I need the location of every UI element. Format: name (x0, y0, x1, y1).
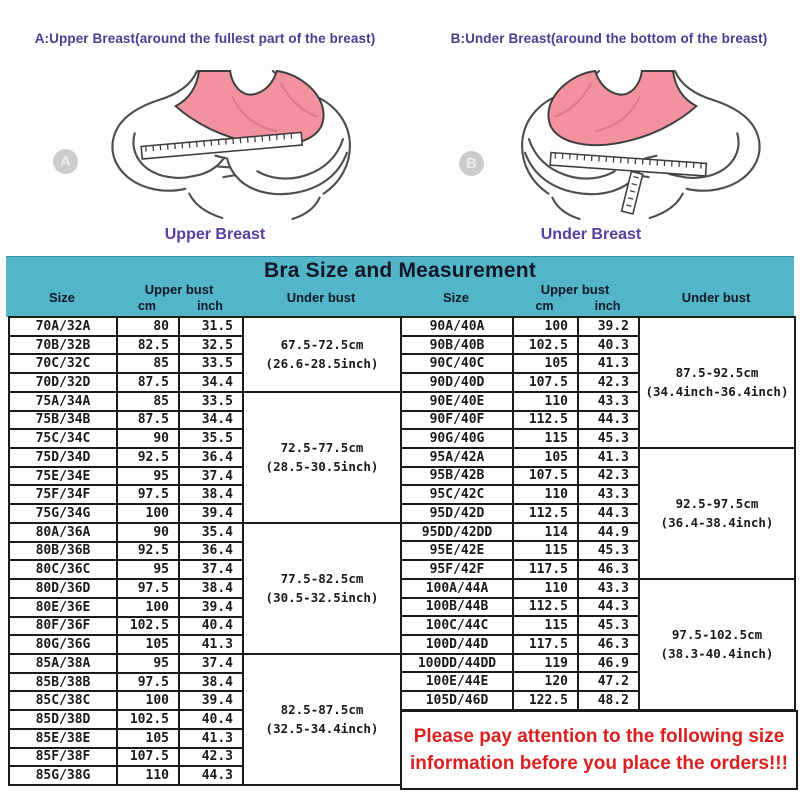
table-cell-cm: 115 (513, 429, 578, 448)
under-bust-range-cell: 97.5-102.5cm (38.3-40.4inch) (639, 579, 795, 710)
under-bust-range-cell: 92.5-97.5cm (36.4-38.4inch) (639, 448, 795, 579)
table-cell-cm: 87.5 (117, 411, 179, 430)
table-cell-size: 100DD/44DD (401, 654, 513, 673)
table-cell-size: 90D/40D (401, 373, 513, 392)
table-cell-size: 70A/32A (9, 317, 117, 336)
table-cell-size: 85B/38B (9, 673, 117, 692)
table-cell-size: 95DD/42DD (401, 523, 513, 542)
size-row (401, 317, 795, 336)
col-header-cm-right: cm (535, 299, 554, 313)
size-row (401, 579, 795, 598)
table-cell-inch: 36.4 (179, 448, 243, 467)
table-cell-size: 80A/36A (9, 523, 117, 542)
table-cell-cm: 107.5 (513, 373, 578, 392)
table-cell-inch: 40.4 (179, 617, 243, 636)
table-cell-cm: 100 (117, 598, 179, 617)
under-breast-figure (492, 68, 784, 222)
table-cell-size: 95A/42A (401, 448, 513, 467)
table-cell-inch: 34.4 (179, 411, 243, 430)
figure-a-caption: Upper Breast (164, 226, 266, 243)
size-row (9, 523, 401, 542)
table-cell-cm: 82.5 (117, 336, 179, 355)
table-cell-cm: 90 (117, 523, 179, 542)
table-cell-inch: 37.4 (179, 560, 243, 579)
table-cell-inch: 46.3 (578, 635, 639, 654)
col-header-size-left: Size (48, 290, 75, 305)
table-cell-size: 85F/38F (9, 748, 117, 767)
table-cell-cm: 115 (513, 541, 578, 560)
table-cell-inch: 34.4 (179, 373, 243, 392)
table-cell-inch: 41.3 (179, 729, 243, 748)
table-cell-cm: 95 (117, 560, 179, 579)
right-size-table (400, 316, 796, 711)
table-cell-inch: 38.4 (179, 485, 243, 504)
table-cell-cm: 119 (513, 654, 578, 673)
table-cell-size: 95F/42F (401, 560, 513, 579)
table-cell-inch: 47.2 (578, 672, 639, 691)
table-cell-inch: 42.3 (578, 467, 639, 486)
table-cell-size: 70C/32C (9, 354, 117, 373)
table-cell-cm: 80 (117, 317, 179, 336)
table-cell-cm: 105 (117, 635, 179, 654)
table-cell-size: 85E/38E (9, 729, 117, 748)
col-header-inch-left: inch (197, 299, 223, 313)
table-cell-inch: 44.3 (578, 411, 639, 430)
table-cell-cm: 95 (117, 467, 179, 486)
table-title: Bra Size and Measurement (263, 259, 537, 282)
table-cell-size: 85G/38G (9, 766, 117, 785)
col-header-underbust-right: Under bust (681, 290, 751, 305)
table-cell-inch: 45.3 (578, 616, 639, 635)
table-cell-inch: 40.4 (179, 710, 243, 729)
table-cell-size: 105D/46D (401, 691, 513, 710)
table-cell-size: 100B/44B (401, 598, 513, 617)
table-cell-size: 100D/44D (401, 635, 513, 654)
table-cell-cm: 117.5 (513, 560, 578, 579)
table-cell-cm: 110 (117, 766, 179, 785)
table-cell-cm: 105 (513, 354, 578, 373)
table-cell-cm: 110 (513, 485, 578, 504)
table-cell-inch: 41.3 (578, 448, 639, 467)
table-cell-size: 75C/34C (9, 429, 117, 448)
measurement-note-a: A:Upper Breast(around the fullest part of the breast) (34, 31, 376, 46)
table-cell-inch: 37.4 (179, 467, 243, 486)
table-cell-size: 75D/34D (9, 448, 117, 467)
table-cell-cm: 92.5 (117, 448, 179, 467)
col-header-underbust-left: Under bust (286, 290, 356, 305)
col-header-upperbust-left: Upper bust (144, 282, 214, 297)
under-bust-range-cell: 77.5-82.5cm (30.5-32.5inch) (243, 523, 401, 654)
upper-breast-figure (88, 68, 380, 222)
under-bust-range-cell: 67.5-72.5cm (26.6-28.5inch) (243, 317, 401, 392)
table-cell-inch: 36.4 (179, 542, 243, 561)
size-row (9, 654, 401, 673)
table-cell-cm: 97.5 (117, 579, 179, 598)
table-cell-size: 90E/40E (401, 392, 513, 411)
table-cell-inch: 39.4 (179, 504, 243, 523)
left-size-table (8, 316, 402, 786)
table-cell-size: 85A/38A (9, 654, 117, 673)
table-cell-size: 75G/34G (9, 504, 117, 523)
table-cell-size: 75B/34B (9, 411, 117, 430)
table-cell-size: 75A/34A (9, 392, 117, 411)
table-cell-cm: 85 (117, 354, 179, 373)
table-cell-size: 100E/44E (401, 672, 513, 691)
table-cell-size: 75F/34F (9, 485, 117, 504)
table-cell-inch: 39.2 (578, 317, 639, 336)
table-cell-inch: 41.3 (578, 354, 639, 373)
table-cell-inch: 41.3 (179, 635, 243, 654)
table-cell-cm: 110 (513, 392, 578, 411)
figure-b-caption: Under Breast (540, 226, 642, 243)
table-cell-inch: 46.3 (578, 560, 639, 579)
table-cell-cm: 105 (117, 729, 179, 748)
table-cell-inch: 46.9 (578, 654, 639, 673)
table-cell-size: 85D/38D (9, 710, 117, 729)
table-cell-size: 90B/40B (401, 336, 513, 355)
badge-b: B (459, 151, 484, 176)
table-cell-cm: 102.5 (513, 336, 578, 355)
notice-line-2: information before you place the orders!!! (410, 753, 788, 774)
table-cell-inch: 31.5 (179, 317, 243, 336)
table-cell-inch: 45.3 (578, 541, 639, 560)
table-cell-size: 80B/36B (9, 542, 117, 561)
size-row (9, 317, 401, 336)
table-cell-inch: 38.4 (179, 673, 243, 692)
table-cell-inch: 42.3 (578, 373, 639, 392)
table-cell-size: 95E/42E (401, 541, 513, 560)
table-cell-inch: 38.4 (179, 579, 243, 598)
table-cell-inch: 35.4 (179, 523, 243, 542)
measuring-tape-icon (141, 132, 302, 159)
table-cell-size: 90A/40A (401, 317, 513, 336)
table-cell-cm: 107.5 (513, 467, 578, 486)
table-cell-cm: 95 (117, 654, 179, 673)
table-cell-cm: 87.5 (117, 373, 179, 392)
table-cell-size: 80G/36G (9, 635, 117, 654)
table-cell-size: 95C/42C (401, 485, 513, 504)
table-cell-size: 90F/40F (401, 411, 513, 430)
table-cell-cm: 100 (513, 317, 578, 336)
table-cell-size: 85C/38C (9, 691, 117, 710)
table-cell-cm: 85 (117, 392, 179, 411)
table-cell-cm: 100 (117, 691, 179, 710)
notice-box (400, 710, 798, 790)
table-cell-cm: 112.5 (513, 598, 578, 617)
table-cell-inch: 33.5 (179, 354, 243, 373)
table-cell-size: 100A/44A (401, 579, 513, 598)
col-header-size-right: Size (442, 290, 469, 305)
table-cell-cm: 112.5 (513, 411, 578, 430)
table-cell-inch: 42.3 (179, 748, 243, 767)
table-cell-inch: 35.5 (179, 429, 243, 448)
table-cell-size: 95D/42D (401, 504, 513, 523)
table-cell-inch: 33.5 (179, 392, 243, 411)
table-cell-inch: 44.3 (578, 504, 639, 523)
notice-line-1: Please pay attention to the following size (413, 726, 785, 747)
table-cell-inch: 32.5 (179, 336, 243, 355)
table-cell-cm: 92.5 (117, 542, 179, 561)
table-cell-cm: 105 (513, 448, 578, 467)
col-header-inch-right: inch (594, 299, 621, 313)
left-table-body (9, 317, 401, 785)
size-row (401, 448, 795, 467)
table-cell-cm: 110 (513, 579, 578, 598)
table-cell-cm: 100 (117, 504, 179, 523)
table-cell-cm: 97.5 (117, 485, 179, 504)
measuring-tape-icon (550, 153, 706, 214)
col-header-upperbust-right: Upper bust (540, 282, 610, 297)
table-cell-size: 80C/36C (9, 560, 117, 579)
table-cell-size: 80F/36F (9, 617, 117, 636)
table-cell-inch: 39.4 (179, 598, 243, 617)
under-bust-range-cell: 72.5-77.5cm (28.5-30.5inch) (243, 392, 401, 523)
table-cell-size: 80E/36E (9, 598, 117, 617)
table-cell-size: 70B/32B (9, 336, 117, 355)
table-cell-size: 75E/34E (9, 467, 117, 486)
table-cell-size: 90C/40C (401, 354, 513, 373)
table-cell-inch: 45.3 (578, 429, 639, 448)
table-cell-cm: 112.5 (513, 504, 578, 523)
table-cell-inch: 40.3 (578, 336, 639, 355)
table-header-band (6, 256, 794, 317)
table-cell-cm: 102.5 (117, 710, 179, 729)
table-cell-cm: 120 (513, 672, 578, 691)
table-cell-cm: 122.5 (513, 691, 578, 710)
table-cell-cm: 90 (117, 429, 179, 448)
under-bust-range-cell: 82.5-87.5cm (32.5-34.4inch) (243, 654, 401, 785)
measurement-note-b: B:Under Breast(around the bottom of the breast) (450, 31, 768, 46)
table-cell-cm: 114 (513, 523, 578, 542)
under-bust-range-cell: 87.5-92.5cm (34.4inch-36.4inch) (639, 317, 795, 448)
table-cell-cm: 97.5 (117, 673, 179, 692)
table-cell-size: 100C/44C (401, 616, 513, 635)
badge-a: A (53, 149, 78, 174)
table-cell-inch: 48.2 (578, 691, 639, 710)
table-cell-inch: 43.3 (578, 485, 639, 504)
table-cell-size: 95B/42B (401, 467, 513, 486)
table-cell-inch: 44.9 (578, 523, 639, 542)
table-cell-cm: 115 (513, 616, 578, 635)
table-cell-inch: 44.3 (578, 598, 639, 617)
table-cell-inch: 43.3 (578, 579, 639, 598)
table-cell-inch: 44.3 (179, 766, 243, 785)
table-cell-cm: 102.5 (117, 617, 179, 636)
table-cell-size: 80D/36D (9, 579, 117, 598)
table-cell-cm: 117.5 (513, 635, 578, 654)
col-header-cm-left: cm (137, 299, 157, 313)
table-cell-inch: 37.4 (179, 654, 243, 673)
table-cell-size: 90G/40G (401, 429, 513, 448)
table-cell-cm: 107.5 (117, 748, 179, 767)
table-cell-inch: 43.3 (578, 392, 639, 411)
table-cell-size: 70D/32D (9, 373, 117, 392)
right-table-body (401, 317, 795, 710)
table-cell-inch: 39.4 (179, 691, 243, 710)
size-row (9, 392, 401, 411)
